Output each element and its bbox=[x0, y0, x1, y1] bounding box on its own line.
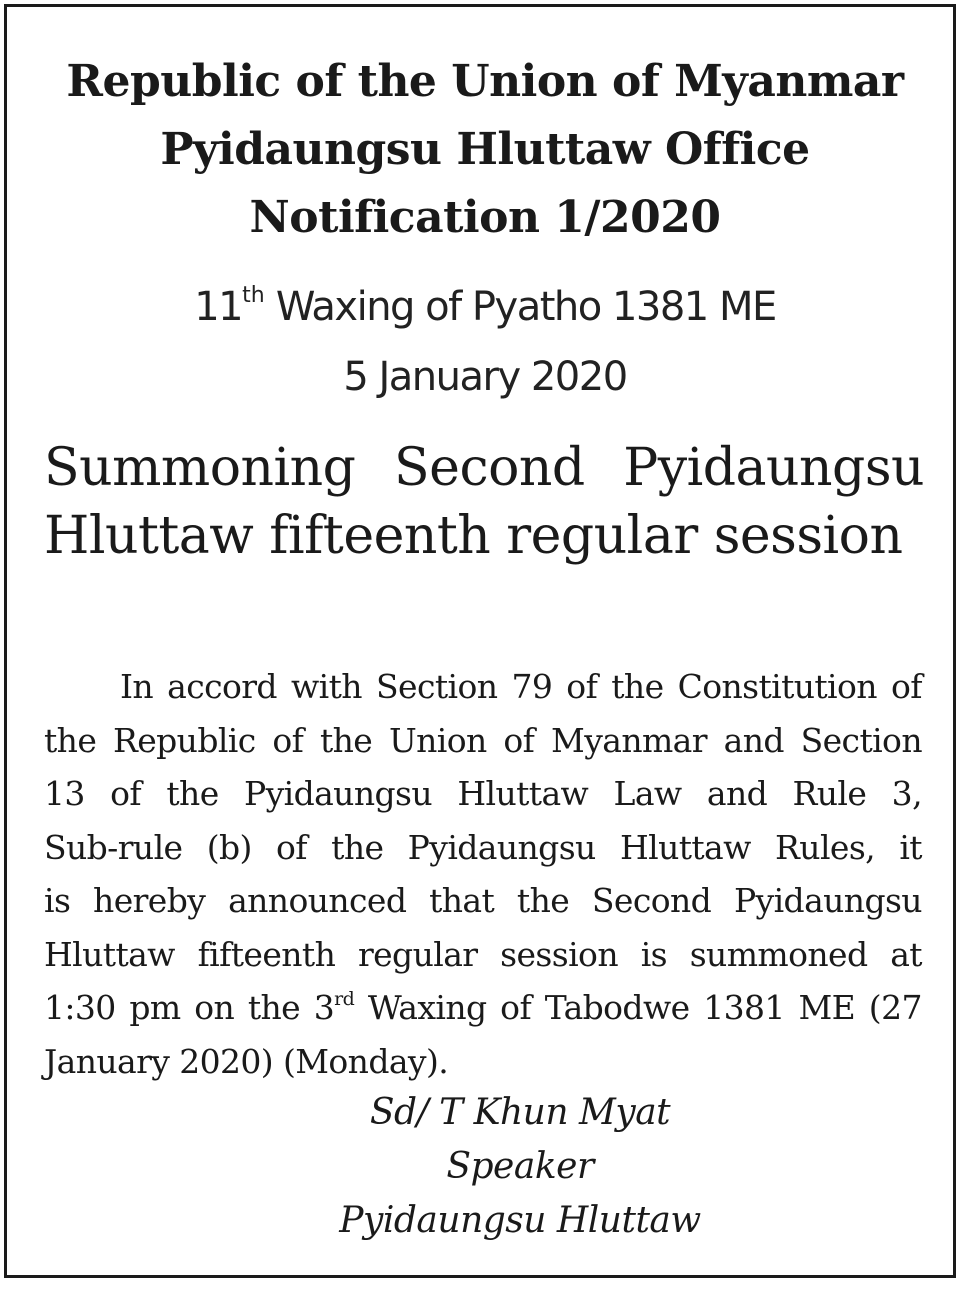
body-line bbox=[44, 767, 922, 821]
body-word: session bbox=[500, 934, 618, 974]
body-word: of bbox=[500, 988, 532, 1027]
body-word: the bbox=[331, 827, 384, 867]
body-word: of bbox=[110, 774, 142, 813]
body-word: of bbox=[566, 667, 598, 706]
body-word: In bbox=[120, 667, 154, 706]
body-word: of bbox=[503, 720, 535, 760]
body-word: Rule bbox=[792, 774, 867, 813]
body-word: with bbox=[291, 667, 362, 706]
body-word: and bbox=[706, 774, 768, 813]
body-word: is bbox=[44, 881, 71, 920]
signature-block bbox=[300, 1086, 740, 1248]
notification-subject bbox=[44, 434, 924, 570]
body-word: (27 bbox=[868, 988, 922, 1027]
body-word: announced bbox=[228, 881, 407, 920]
body-word: Pyidaungsu bbox=[407, 827, 596, 867]
notification-number: Notification 1/2020 bbox=[249, 192, 721, 243]
body-word: the bbox=[611, 667, 664, 706]
body-word: is bbox=[640, 934, 667, 974]
subject-line-2: Hluttaw fifteenth regular session bbox=[44, 506, 903, 566]
signatory-name: Sd/ T Khun Myat bbox=[369, 1092, 671, 1133]
notification-header bbox=[0, 48, 970, 252]
body-word: Hluttaw bbox=[619, 827, 751, 867]
body-line-final: January 2020) (Monday). bbox=[44, 1041, 449, 1081]
body-word: fifteenth bbox=[197, 934, 336, 974]
subject-line-1: Summoning Second Pyidaungsu bbox=[44, 438, 924, 498]
body-word: at bbox=[890, 934, 922, 974]
body-word: the bbox=[44, 720, 97, 760]
body-word: Pyidaungsu bbox=[243, 774, 432, 813]
body-word: pm bbox=[129, 988, 181, 1027]
body-word: Constitution bbox=[677, 667, 877, 706]
body-word: 1:30 bbox=[44, 988, 116, 1027]
body-word: of bbox=[891, 667, 922, 706]
body-word: 79 bbox=[511, 667, 553, 706]
body-word: Union bbox=[388, 720, 487, 760]
body-word: Tabodwe bbox=[544, 988, 690, 1027]
body-line bbox=[44, 928, 922, 982]
body-line bbox=[44, 660, 922, 714]
office-title: Pyidaungsu Hluttaw Office bbox=[160, 124, 810, 175]
body-word: that bbox=[429, 881, 495, 920]
body-word: regular bbox=[357, 934, 478, 974]
notification-dates bbox=[0, 272, 970, 412]
body-word: accord bbox=[167, 667, 277, 706]
body-word: 3, bbox=[891, 774, 922, 813]
body-word: 13 bbox=[44, 774, 85, 813]
body-line bbox=[44, 821, 922, 875]
body-word: the bbox=[516, 881, 570, 920]
body-line bbox=[44, 874, 922, 928]
body-word: Law bbox=[613, 774, 682, 813]
body-line bbox=[44, 714, 922, 768]
body-word: (b) bbox=[206, 827, 252, 867]
body-word: Second bbox=[591, 881, 712, 920]
body-day: 3rd bbox=[313, 988, 355, 1027]
body-word: summoned bbox=[689, 934, 868, 974]
gregorian-date: 5 January 2020 bbox=[343, 354, 627, 400]
body-word: the bbox=[319, 720, 373, 760]
notification-body bbox=[44, 660, 922, 1088]
body-word: on bbox=[194, 988, 235, 1027]
body-word: 1381 bbox=[703, 988, 785, 1027]
body-line-session-date bbox=[44, 981, 922, 1035]
body-word: Myanmar bbox=[551, 720, 707, 760]
myanmar-date: 11th Waxing of Pyatho 1381 ME bbox=[194, 283, 776, 330]
signatory-organization: Pyidaungsu Hluttaw bbox=[339, 1200, 701, 1241]
body-word: Section bbox=[800, 720, 922, 760]
body-word: it bbox=[899, 827, 922, 867]
body-word: Pyidaungsu bbox=[733, 881, 922, 920]
body-word: Section bbox=[376, 667, 498, 706]
body-word: Sub-rule bbox=[44, 827, 183, 867]
body-word: hereby bbox=[93, 881, 206, 920]
body-word: Hluttaw bbox=[457, 774, 589, 813]
body-word: Hluttaw bbox=[44, 934, 175, 974]
body-word: ME bbox=[798, 988, 856, 1027]
body-word: the bbox=[247, 988, 301, 1027]
country-title: Republic of the Union of Myanmar bbox=[66, 56, 904, 107]
body-word: and bbox=[723, 720, 784, 760]
body-word: Republic bbox=[112, 720, 256, 760]
body-word: of bbox=[276, 827, 307, 867]
body-word: Waxing bbox=[367, 988, 487, 1027]
body-word: Rules, bbox=[775, 827, 876, 867]
body-word: the bbox=[166, 774, 219, 813]
body-word: of bbox=[272, 720, 304, 760]
signatory-title: Speaker bbox=[446, 1146, 594, 1187]
